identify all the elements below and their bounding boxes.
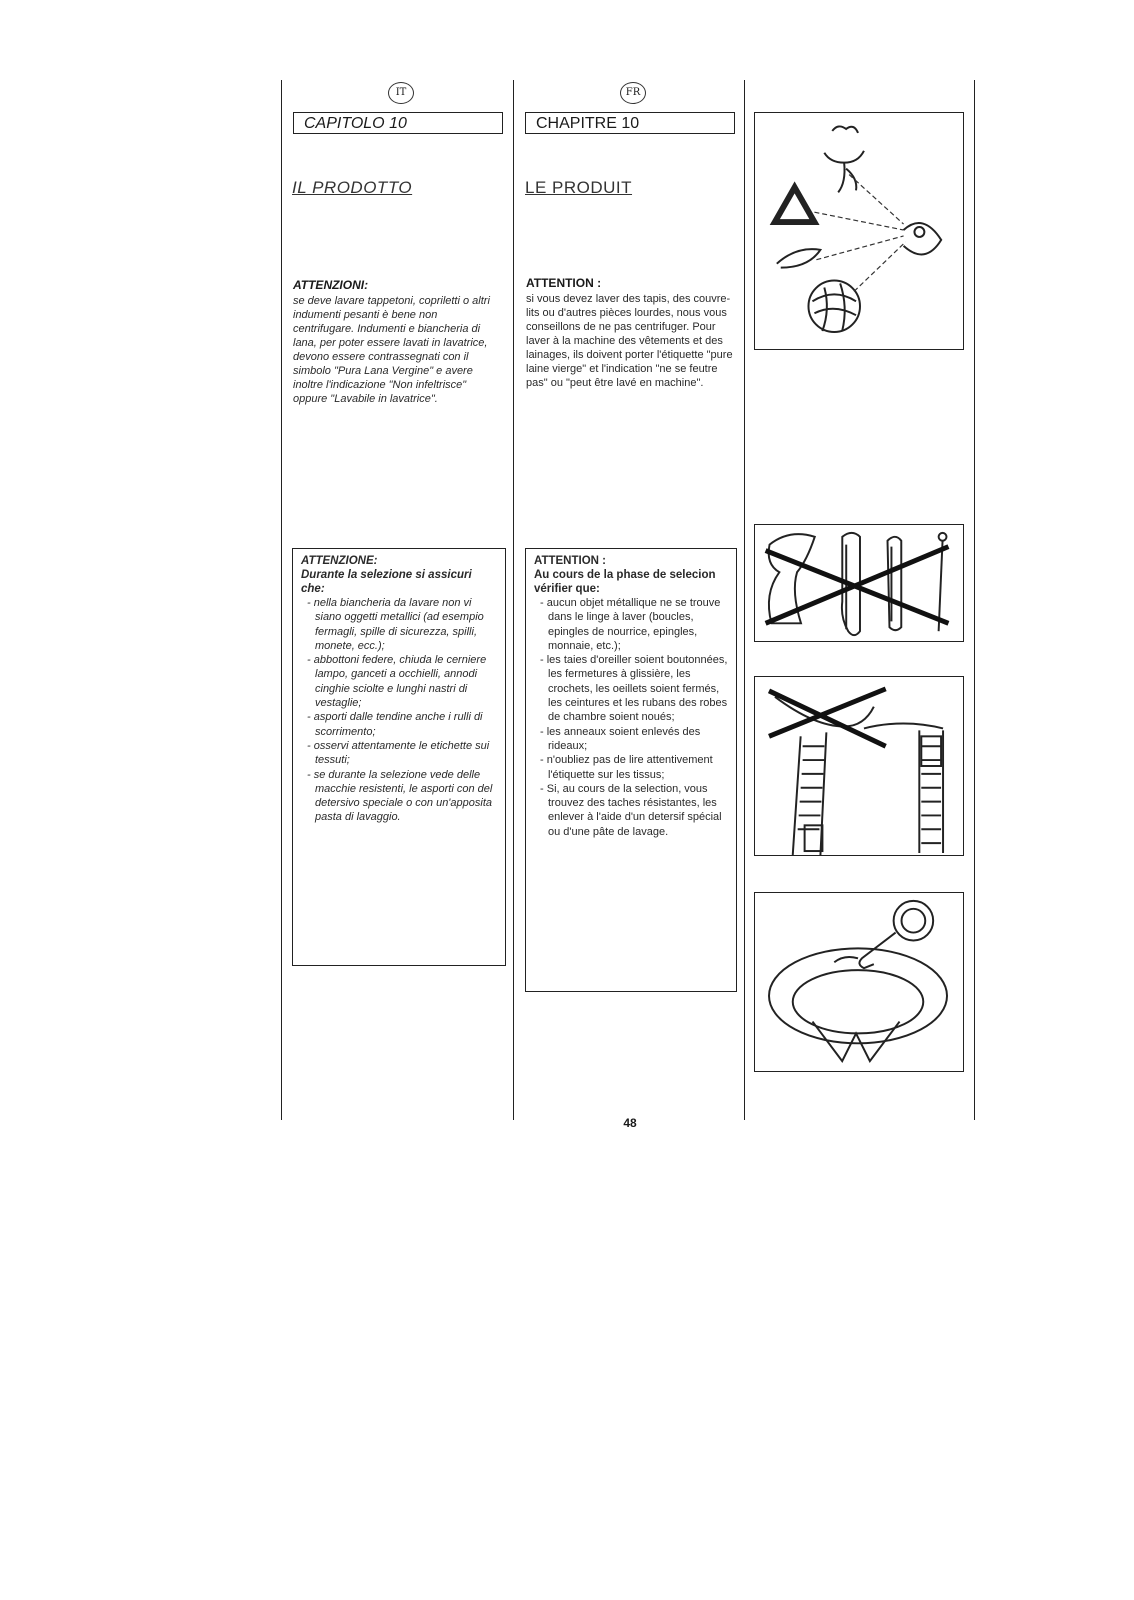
column-divider-left: [281, 80, 282, 1120]
crossed-open-zipper-closed-zipper-icon: [755, 677, 963, 855]
column-divider-edge: [974, 80, 975, 1120]
box-heading-french: ATTENTION :: [534, 555, 606, 567]
list-item: - nella biancheria da lavare non vi siano oggetti metallici (ad esempio fermagli, spille di sicurezza, spilli, monete, ecc.);: [315, 596, 497, 653]
box-heading-italian: ATTENZIONE:: [301, 555, 378, 567]
box-subheading-french: Au cours de la phase de selecion vérifier que:: [534, 569, 716, 595]
lang-badge-italian: IT: [388, 82, 414, 104]
warning-text-italian: se deve lavare tappetoni, copriletti o altri indumenti pesanti è bene non centrifugare. Indumenti e biancheria di lana, per poter essere lavati in lavatrice, devono essere contrassegnati con il simbolo "Pura Lana Vergine" e avere inoltre l'indicazione "Non infeltrisce" oppure "Lavabile in lavatrice".: [293, 295, 490, 405]
no-metal-objects-figure: [754, 524, 964, 642]
fabric-symbols-figure: [754, 112, 964, 350]
list-item: - les anneaux soient enlevés des rideaux;: [548, 725, 728, 754]
list-item: - aucun objet métallique ne se trouve dans le linge à laver (boucles, epingles de nourrice, epingles, monnaie, etc.);: [548, 596, 728, 653]
warning-text-french: si vous devez laver des tapis, des couvre-lits ou d'autres pièces lourdes, nous vous conseillons de ne pas centrifuger. Pour laver à la machine des vêtements et des lainages, ils doivent porter l'étiquette "pure laine vierge" et l'indication "ne se feutre pas" ou "peut être lavé en machine".: [526, 293, 733, 389]
list-item: - les taies d'oreiller soient boutonnées, les fermetures à glissière, les crochets, les oeillets soient fermés, les ceintures et les rubans des robes de chambre soient noués;: [548, 653, 728, 724]
chapter-heading-italian: CAPITOLO 10: [293, 112, 503, 134]
box-list-italian: [301, 596, 497, 825]
zippers-figure: [754, 676, 964, 856]
box-list-french: [534, 596, 728, 839]
crossed-buckle-pin-clips-icon: [755, 525, 963, 641]
column-divider-right: [744, 80, 745, 1120]
list-item: - abbottoni federe, chiuda le cerniere lampo, ganceti a occhielli, annodi cinghie sciolte e lunghi nastri di vestaglie;: [315, 653, 497, 710]
box-subheading-italian: Durante la selezione si assicuri che:: [301, 569, 472, 595]
attention-box-french: [525, 548, 737, 992]
warning-heading-french: ATTENTION :: [526, 276, 602, 290]
warning-heading-italian: ATTENZIONI:: [293, 278, 369, 292]
page-number: 48: [623, 1116, 637, 1130]
chapter-heading-french: CHAPITRE 10: [525, 112, 735, 134]
list-item: - osservi attentamente le etichette sui tessuti;: [315, 739, 497, 768]
list-item: - Si, au cours de la selection, vous trouvez des taches résistantes, les enlever à l'aide d'un detersif spécial ou d'une pâte de lavage.: [548, 782, 728, 839]
section-title-italian: IL PRODOTTO: [292, 178, 413, 197]
list-item: - se durante la selezione vede delle macchie resistenti, le asporti con del detersivo speciale o con un'apposita pasta di lavaggio.: [315, 768, 497, 825]
attention-box-italian: [292, 548, 506, 966]
fabric-symbols-icon: [755, 113, 963, 349]
section-title-french: LE PRODUIT: [525, 178, 633, 197]
list-item: - n'oubliez pas de lire attentivement l'étiquette sur les tissus;: [548, 753, 728, 782]
list-item: - asporti dalle tendine anche i rulli di scorrimento;: [315, 710, 497, 739]
lang-badge-french: FR: [620, 82, 646, 104]
column-divider-middle: [513, 80, 514, 1120]
stain-pretreatment-figure: [754, 892, 964, 1072]
detergent-bottle-on-collar-icon: [755, 893, 963, 1071]
